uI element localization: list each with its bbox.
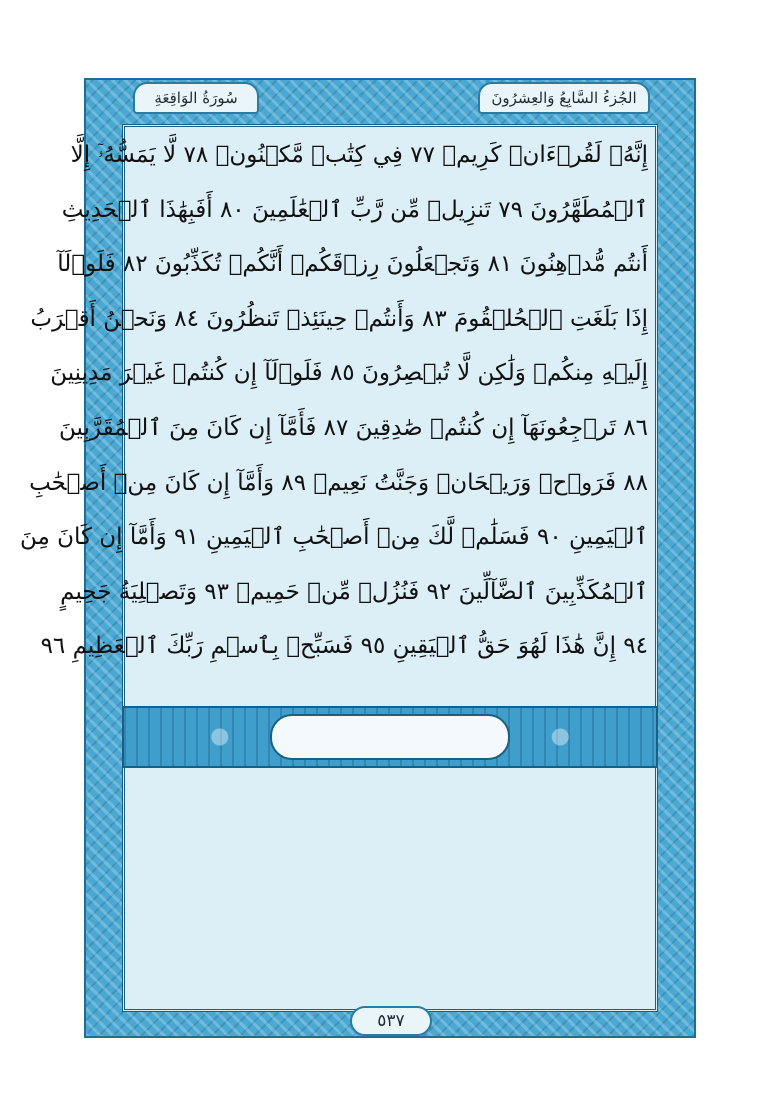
verse-line: إِلَيۡهِ مِنكُمۡ وَلَٰكِن لَّا تُبۡصِرُونَ ٨٥ فَلَوۡلَآ إِن كُنتُمۡ غَيۡرَ مَدِينِينَ (50, 360, 648, 387)
verse-line: ٱلۡمُكَذِّبِينَ ٱلضَّآلِّينَ ٩٢ فَنُزُلٞ مِّنۡ حَمِيمٖ ٩٣ وَتَصۡلِيَةُ جَحِيمٍ (60, 578, 648, 605)
verse-line: أَنتُم مُّدۡهِنُونَ ٨١ وَتَجۡعَلُونَ رِزۡقَكُمۡ أَنَّكُمۡ تُكَذِّبُونَ ٨٢ فَلَوۡلَآ (57, 251, 648, 278)
page-number-badge (350, 1006, 432, 1036)
verse-line: إِنَّهُۥ لَقُرۡءَانٞ كَرِيمٞ ٧٧ فِي كِتَٰبٖ مَّكۡنُونٖ ٧٨ لَّا يَمَسُّهُۥٓ إِلَّا (70, 142, 648, 168)
verse-line: ٨٨ فَرَوۡحٞ وَرَيۡحَانٞ وَجَنَّتُ نَعِيمٖ ٨٩ وَأَمَّآ إِن كَانَ مِنۡ أَصۡحَٰبِ (29, 469, 648, 496)
verse-line: ٱلۡيَمِينِ ٩٠ فَسَلَٰمٞ لَّكَ مِنۡ أَصۡحَٰبِ ٱلۡيَمِينِ ٩١ وَأَمَّآ إِن كَانَ مِنَ (19, 524, 648, 551)
verse-line: ٱلۡمُطَهَّرُونَ ٧٩ تَنزِيلٞ مِّن رَّبِّ ٱلۡعَٰلَمِينَ ٨٠ أَفَبِهَٰذَا ٱلۡحَدِيثِ (61, 196, 648, 223)
verses-block (19, 128, 648, 698)
ornament-cartouche (270, 714, 510, 760)
surah-label: سُورَةُ الوَاقِعَةِ (154, 89, 238, 107)
juz-label-tab (478, 82, 650, 114)
verse-line: إِذَا بَلَغَتِ ٱلۡحُلۡقُومَ ٨٣ وَأَنتُمۡ حِينَئِذٖ تَنظُرُونَ ٨٤ وَنَحۡنُ أَقۡرَبُ (30, 305, 648, 332)
verse-line: ٨٦ تَرۡجِعُونَهَآ إِن كُنتُمۡ صَٰدِقِينَ ٨٧ فَأَمَّآ إِن كَانَ مِنَ ٱلۡمُقَرَّبِينَ (59, 414, 648, 441)
page-number: ٥٣٧ (377, 1011, 405, 1031)
verse-line: ٩٤ إِنَّ هَٰذَا لَهُوَ حَقُّ ٱلۡيَقِينِ ٩٥ فَسَبِّحۡ بِٱسۡمِ رَبِّكَ ٱلۡعَظِيمِ ٩٦ (40, 633, 648, 660)
surah-label-tab (133, 82, 259, 114)
juz-label: الجُزءُ السَّابِعُ وَالعِشرُونَ (491, 89, 637, 107)
